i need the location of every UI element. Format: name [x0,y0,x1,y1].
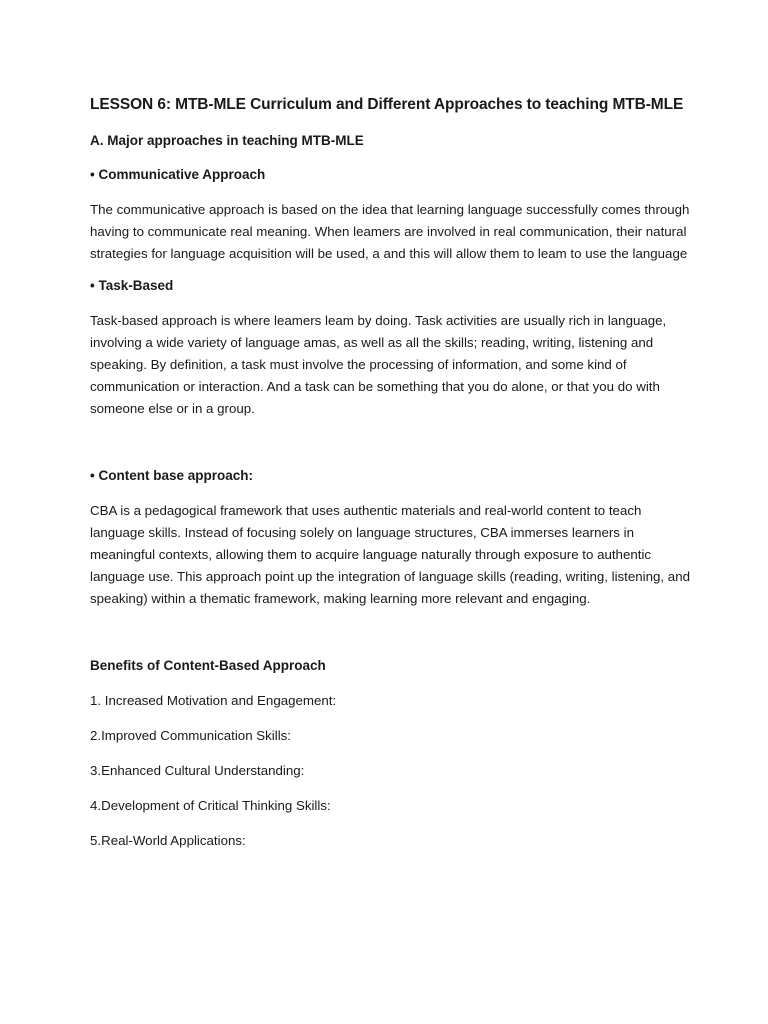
content-based-heading: • Content base approach: [90,468,253,484]
benefit-item-5: 5.Real-World Applications: [90,833,246,849]
benefit-item-1: 1. Increased Motivation and Engagement: [90,693,337,709]
communicative-approach-paragraph: The communicative approach is based on the idea that learning language successfully comes through having to communicate real meaning. When leamers are involved in real communication, their natural strategies for language acquisition will be used, a and this will allow them to leam to use the language [90,202,690,261]
benefit-item-4: 4.Development of Critical Thinking Skills: [90,798,331,814]
task-based-paragraph: Task-based approach is where leamers leam by doing. Task activities are usually rich in language, involving a wide variety of language amas, as well as all the skills; reading, writing, listening and speaking. By definition, a task must involve the processing of information, and some kind of communication or interaction. And a task can be something that you do alone, or that you do with someone else or in a group. [90,313,667,416]
lesson-title: LESSON 6: MTB-MLE Curriculum and Different Approaches to teaching MTB-MLE [90,96,684,113]
benefits-list [90,691,690,851]
benefit-item-3: 3.Enhanced Cultural Understanding: [90,763,305,779]
benefits-heading: Benefits of Content-Based Approach [90,658,326,674]
task-based-heading: • Task-Based [90,278,174,294]
section-a-heading: A. Major approaches in teaching MTB-MLE [90,133,364,148]
content-based-paragraph: CBA is a pedagogical framework that uses authentic materials and real-world content to teach language skills. Instead of focusing solely on language structures, CBA immerses learners in meaningful contexts, allowing them to acquire language naturally through exposure to authentic language use. This approach point up the integration of language skills (reading, writing, listening, and speaking) within a thematic framework, making learning more relevant and engaging. [90,503,690,606]
communicative-approach-heading: • Communicative Approach [90,167,266,182]
benefit-item-2: 2.Improved Communication Skills: [90,728,292,744]
document-page [90,94,690,851]
